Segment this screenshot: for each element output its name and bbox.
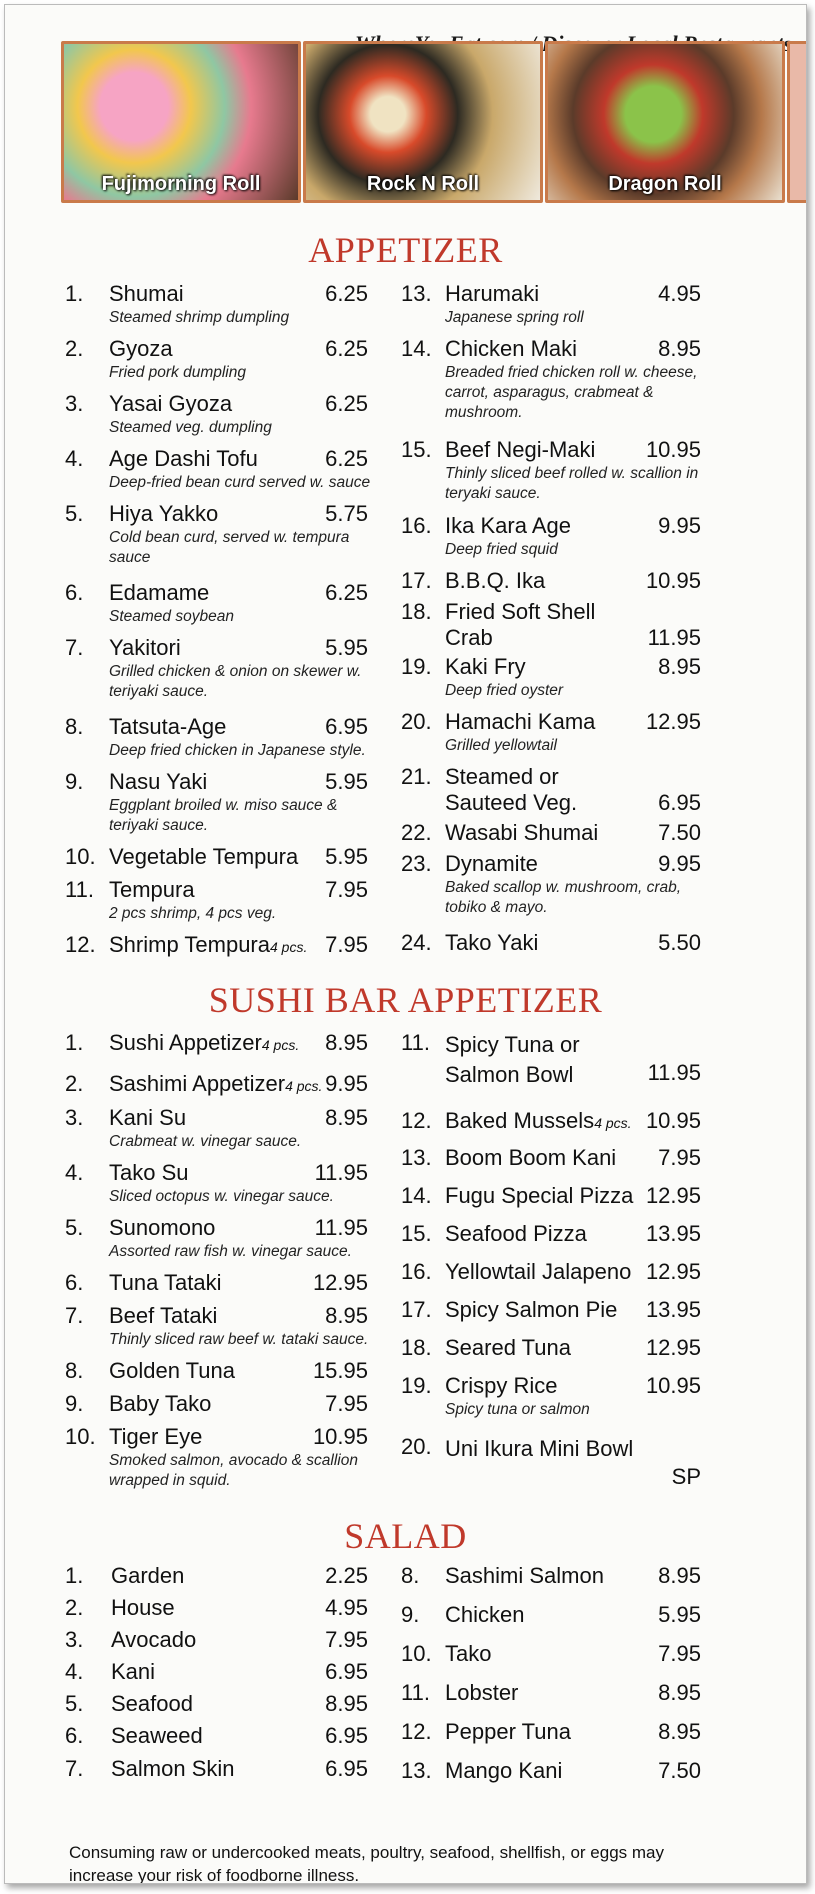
- item-price: 11.95: [647, 625, 701, 650]
- item-number: 6.: [65, 1270, 84, 1295]
- item-number: 14.: [401, 1183, 432, 1208]
- item-name: [445, 1145, 616, 1171]
- item-name: [109, 1071, 322, 1097]
- item-name: [109, 635, 181, 661]
- item-name: [109, 932, 307, 958]
- item-name-text: Ika Kara Age: [445, 513, 571, 538]
- item-name: [445, 1719, 571, 1745]
- item-name-text: Chicken Maki: [445, 336, 578, 361]
- item-name: [111, 1595, 175, 1621]
- food-safety-notice: Consuming raw or undercooked meats, poultry, seafood, shellfish, or eggs may increase your risk of foodborne illness.: [69, 1843, 664, 1884]
- item-description: Deep fried squid: [445, 541, 558, 558]
- item-name-text: Vegetable Tempura: [109, 844, 299, 869]
- item-name: [109, 336, 173, 362]
- item-name-text: Shumai: [109, 281, 184, 306]
- item-name-text: Wasabi Shumai: [445, 820, 599, 845]
- item-name-text: Mango Kani: [445, 1758, 563, 1783]
- item-price: 6.95: [325, 1723, 368, 1748]
- item-price: 9.95: [325, 1071, 368, 1096]
- item-number: 1.: [65, 1030, 84, 1055]
- item-name: [109, 501, 218, 527]
- item-name: [445, 1602, 524, 1628]
- item-description: Deep-fried bean curd served w. sauce: [109, 474, 371, 491]
- item-description: Assorted raw fish w. vinegar sauce.: [109, 1243, 352, 1260]
- item-number: 8.: [65, 1358, 84, 1383]
- item-number: 15.: [401, 1221, 432, 1246]
- item-price: 6.25: [325, 281, 368, 306]
- item-number: 13.: [401, 281, 432, 306]
- item-name: [109, 1270, 222, 1296]
- item-name: [109, 391, 232, 417]
- photo-label: Rock N Roll: [366, 173, 480, 195]
- item-description: 2 pcs shrimp, 4 pcs veg.: [109, 905, 277, 922]
- item-price: 4.95: [325, 1595, 368, 1620]
- item-number: 10.: [65, 844, 96, 869]
- item-name-text: Shrimp Tempura: [109, 932, 270, 957]
- section-title-salad: SALAD: [344, 1516, 467, 1556]
- item-price: SP: [671, 1464, 701, 1489]
- item-description: Thinly sliced raw beef w. tataki sauce.: [109, 1331, 369, 1348]
- section-title-sushi-bar: SUSHI BAR APPETIZER: [208, 980, 603, 1020]
- item-description: Crabmeat w. vinegar sauce.: [109, 1133, 302, 1150]
- item-number: 17.: [401, 1297, 432, 1322]
- item-name: [109, 769, 207, 795]
- item-name-text: Kaki Fry: [445, 654, 526, 679]
- item-name-text: Seared Tuna: [445, 1335, 571, 1360]
- item-price: 11.95: [314, 1215, 368, 1240]
- item-price: 7.95: [325, 932, 368, 957]
- item-name: [445, 1221, 587, 1247]
- item-name: [445, 437, 595, 463]
- item-description: Sliced octopus w. vinegar sauce.: [109, 1188, 334, 1205]
- item-name: [109, 1160, 189, 1186]
- item-number: 2.: [65, 1595, 84, 1620]
- item-number: 21.: [401, 764, 432, 789]
- item-name-text: Baby Tako: [109, 1391, 212, 1416]
- item-price: 5.95: [325, 635, 368, 660]
- item-price: 6.95: [325, 714, 368, 739]
- item-name: [445, 820, 598, 846]
- item-number: 15.: [401, 437, 432, 462]
- item-number: 12.: [401, 1108, 432, 1133]
- item-number: 8.: [65, 714, 84, 739]
- item-number: 16.: [401, 513, 432, 538]
- item-name-text: Age Dashi Tofu: [109, 446, 258, 471]
- item-number: 11.: [65, 877, 94, 902]
- item-number: 18.: [401, 599, 432, 624]
- item-name: [109, 1303, 217, 1329]
- item-description: Steamed soybean: [109, 608, 234, 625]
- item-price: 7.95: [658, 1641, 701, 1666]
- photo-dragon-roll: [545, 41, 785, 203]
- item-name: [109, 1424, 202, 1450]
- item-name: [109, 714, 226, 740]
- item-price: 13.95: [645, 1221, 701, 1246]
- item-description: Cold bean curd, served w. tempura sauce: [109, 529, 350, 566]
- item-name-text: Sashimi Appetizer: [109, 1071, 286, 1096]
- item-number: 2.: [65, 336, 84, 361]
- item-number: 12.: [65, 932, 96, 957]
- item-number: 3.: [65, 1627, 84, 1652]
- item-name: [109, 1391, 211, 1417]
- item-name-text: Kani: [111, 1659, 156, 1684]
- item-price: 6.95: [325, 1756, 368, 1781]
- item-number: 13.: [401, 1145, 432, 1170]
- item-name-text: Spicy Salmon Pie: [445, 1297, 618, 1322]
- item-name: [109, 1215, 215, 1241]
- item-number: 8.: [401, 1563, 420, 1588]
- item-name-text: Harumaki: [445, 281, 540, 306]
- item-name: [109, 844, 298, 870]
- item-price: 8.95: [325, 1105, 368, 1130]
- item-name-text: Baked Mussels: [445, 1108, 595, 1133]
- item-name-text: Tako: [445, 1641, 492, 1666]
- item-description: Deep fried oyster: [445, 682, 564, 699]
- item-price: 10.95: [312, 1424, 368, 1449]
- item-name: [109, 1105, 186, 1131]
- item-price: 12.95: [645, 709, 701, 734]
- item-name-text: Gyoza: [109, 336, 173, 361]
- photo-rock-n-roll: [303, 41, 543, 203]
- item-number: 19.: [401, 654, 432, 679]
- item-name-text: Yasai Gyoza: [109, 391, 233, 416]
- item-number: 13.: [401, 1758, 432, 1783]
- item-number: 4.: [65, 1659, 84, 1684]
- item-description: Grilled chicken & onion on skewer w. teriyaki sauce.: [109, 663, 362, 700]
- item-price: 6.95: [658, 790, 701, 815]
- item-name-text: Crispy Rice: [445, 1373, 558, 1398]
- item-price: 10.95: [645, 1373, 701, 1398]
- item-number: 19.: [401, 1373, 432, 1398]
- item-name-text: Boom Boom Kani: [445, 1145, 617, 1170]
- item-name: [445, 568, 545, 594]
- item-price: 12.95: [645, 1183, 701, 1208]
- item-price: 7.95: [658, 1145, 701, 1170]
- item-name: Spicy Tuna or Salmon Bowl: [445, 1032, 580, 1087]
- item-number: 7.: [65, 1756, 84, 1781]
- section-title-appetizer: APPETIZER: [308, 230, 503, 270]
- item-price: 9.95: [658, 851, 701, 876]
- item-description: Steamed shrimp dumpling: [109, 309, 290, 326]
- item-number: 10.: [65, 1424, 96, 1449]
- item-price: 5.95: [658, 1602, 701, 1627]
- item-name: [445, 1373, 557, 1399]
- item-price: 13.95: [645, 1297, 701, 1322]
- item-name: [445, 1297, 617, 1323]
- item-price: 8.95: [658, 654, 701, 679]
- item-name: [445, 851, 538, 877]
- item-number: 6.: [65, 1723, 84, 1748]
- item-price: 12.95: [645, 1259, 701, 1284]
- item-price: 8.95: [325, 1030, 368, 1055]
- item-price: 7.95: [325, 1627, 368, 1652]
- item-number: 12.: [401, 1719, 432, 1744]
- item-name: [111, 1563, 184, 1589]
- item-name-text: Seafood Pizza: [445, 1221, 587, 1246]
- item-name-text: Seafood: [111, 1691, 193, 1716]
- item-name-text: Beef Tataki: [109, 1303, 218, 1328]
- item-name: [109, 877, 195, 903]
- item-number: 2.: [65, 1071, 84, 1096]
- item-number: 20.: [401, 709, 432, 734]
- item-number: 6.: [65, 580, 84, 605]
- photo-label: Fujimorning Roll: [101, 173, 261, 195]
- item-name: Steamed or Sauteed Veg.: [445, 764, 578, 815]
- item-price: 8.95: [658, 1680, 701, 1705]
- item-name-text: Chicken: [445, 1602, 525, 1627]
- item-price: 12.95: [645, 1335, 701, 1360]
- item-name-text: Tuna Tataki: [109, 1270, 222, 1295]
- item-name-text: Pepper Tuna: [445, 1719, 571, 1744]
- item-number: 24.: [401, 930, 432, 955]
- item-name-text: Tako Su: [109, 1160, 189, 1185]
- item-price: 6.25: [325, 391, 368, 416]
- item-name-text: Beef Negi-Maki: [445, 437, 596, 462]
- item-name-text: B.B.Q. Ika: [445, 568, 546, 593]
- item-number: 4.: [65, 446, 84, 471]
- menu-page: [4, 4, 807, 1884]
- item-name-text: Sunomono: [109, 1215, 216, 1240]
- item-name-text: Garden: [111, 1563, 185, 1588]
- item-pieces: 4 pcs.: [270, 939, 308, 955]
- item-price: 8.95: [325, 1303, 368, 1328]
- item-number: 7.: [65, 1303, 84, 1328]
- item-price: 10.95: [645, 437, 701, 462]
- item-name: [445, 709, 595, 735]
- item-price: 15.95: [312, 1358, 368, 1383]
- item-price: 11.95: [314, 1160, 368, 1185]
- item-name-text: Hamachi Kama: [445, 709, 596, 734]
- item-name: [109, 1030, 299, 1056]
- item-price: 5.50: [658, 930, 701, 955]
- item-name: [445, 1641, 491, 1667]
- item-name: [109, 281, 184, 307]
- item-price: 7.95: [325, 877, 368, 902]
- item-name: [445, 1758, 562, 1784]
- item-description: Fried pork dumpling: [109, 364, 246, 381]
- item-price: 8.95: [658, 336, 701, 361]
- item-price: 6.25: [325, 446, 368, 471]
- item-name: [445, 1563, 604, 1589]
- item-name-text: Kani Su: [109, 1105, 187, 1130]
- item-number: 17.: [401, 568, 432, 593]
- item-number: 5.: [65, 1691, 84, 1716]
- item-price: 6.95: [325, 1659, 368, 1684]
- item-price: 6.25: [325, 336, 368, 361]
- item-price: 6.25: [325, 580, 368, 605]
- item-description: Baked scallop w. mushroom, crab, tobiko & mayo.: [445, 879, 682, 916]
- item-name-text: Sashimi Salmon: [445, 1563, 604, 1588]
- item-number: 11.: [401, 1030, 430, 1055]
- item-name: [445, 1259, 631, 1285]
- item-name-text: Yellowtail Jalapeno: [445, 1259, 632, 1284]
- item-price: 5.95: [325, 769, 368, 794]
- item-number: 11.: [401, 1680, 430, 1705]
- item-number: 7.: [65, 635, 84, 660]
- item-number: 1.: [65, 1563, 84, 1588]
- item-name: [109, 580, 209, 606]
- item-name-text: Edamame: [109, 580, 210, 605]
- item-price: 8.95: [658, 1719, 701, 1744]
- item-number: 22.: [401, 820, 432, 845]
- item-number: 23.: [401, 851, 432, 876]
- item-name: [111, 1659, 155, 1685]
- item-description: Deep fried chicken in Japanese style.: [109, 742, 366, 759]
- item-name-text: Nasu Yaki: [109, 769, 208, 794]
- item-name: [445, 930, 538, 956]
- item-price: 10.95: [645, 568, 701, 593]
- item-name: [445, 654, 526, 680]
- item-number: 5.: [65, 1215, 84, 1240]
- item-name: [109, 446, 258, 472]
- item-name-text: House: [111, 1595, 175, 1620]
- item-name: [111, 1756, 235, 1782]
- item-name-text: Golden Tuna: [109, 1358, 235, 1383]
- item-description: Breaded fried chicken roll w. cheese, carrot, asparagus, crabmeat & mushroom.: [445, 364, 698, 421]
- item-price: 4.95: [658, 281, 701, 306]
- item-description: Eggplant broiled w. miso sauce & teriyaki sauce.: [109, 797, 338, 834]
- item-name-text: Seaweed: [111, 1723, 203, 1748]
- item-number: 3.: [65, 391, 84, 416]
- item-name-text: Fugu Special Pizza: [445, 1183, 634, 1208]
- item-number: 9.: [65, 769, 84, 794]
- item-name: [445, 513, 571, 539]
- item-description: Grilled yellowtail: [445, 737, 557, 754]
- item-name: Uni Ikura Mini Bowl: [445, 1436, 634, 1461]
- photo-strip: [61, 41, 807, 199]
- item-description: Japanese spring roll: [445, 309, 584, 326]
- item-name-text: Avocado: [111, 1627, 197, 1652]
- item-price: 8.95: [325, 1691, 368, 1716]
- item-name: [111, 1691, 193, 1717]
- item-name-text: Lobster: [445, 1680, 519, 1705]
- item-description: Spicy tuna or salmon: [445, 1401, 590, 1418]
- photo-label: Dragon Roll: [608, 173, 722, 195]
- item-name-text: Dynamite: [445, 851, 538, 876]
- item-number: 18.: [401, 1335, 432, 1360]
- item-name-text: Yakitori: [109, 635, 181, 660]
- item-price: 7.95: [325, 1391, 368, 1416]
- item-price: 5.75: [325, 501, 368, 526]
- item-number: 3.: [65, 1105, 84, 1130]
- item-name: [111, 1723, 203, 1749]
- item-number: 14.: [401, 336, 432, 361]
- item-price: 9.95: [658, 513, 701, 538]
- item-name: [445, 1108, 632, 1134]
- item-price: 11.95: [647, 1060, 701, 1085]
- item-price: 5.95: [325, 844, 368, 869]
- item-description: Thinly sliced beef rolled w. scallion in teryaki sauce.: [445, 465, 699, 502]
- item-description: Steamed veg. dumpling: [109, 419, 272, 436]
- item-name-text: Tatsuta-Age: [109, 714, 227, 739]
- item-number: 5.: [65, 501, 84, 526]
- item-name-text: Hiya Yakko: [109, 501, 219, 526]
- item-name-text: Tempura: [109, 877, 195, 902]
- item-name: Fried Soft Shell Crab: [445, 599, 596, 650]
- item-price: 7.50: [658, 820, 701, 845]
- item-number: 10.: [401, 1641, 432, 1666]
- item-price: 12.95: [312, 1270, 368, 1295]
- item-price: 7.50: [658, 1758, 701, 1783]
- photo-fujimorning-roll: [61, 41, 301, 203]
- item-number: 9.: [401, 1602, 420, 1627]
- item-pieces: 4 pcs.: [261, 1037, 300, 1053]
- item-name: [109, 1358, 235, 1384]
- item-name-text: Tiger Eye: [109, 1424, 203, 1449]
- item-number: 1.: [65, 281, 84, 306]
- item-name: [445, 281, 539, 307]
- item-number: 9.: [65, 1391, 84, 1416]
- item-name: [111, 1627, 196, 1653]
- item-name-text: Tako Yaki: [445, 930, 539, 955]
- item-name: [445, 1680, 518, 1706]
- item-price: 8.95: [658, 1563, 701, 1588]
- item-price: 2.25: [325, 1563, 368, 1588]
- item-name-text: Salmon Skin: [111, 1756, 235, 1781]
- item-number: 20.: [401, 1434, 432, 1459]
- item-pieces: 4 pcs.: [285, 1078, 323, 1094]
- item-name: [445, 336, 577, 362]
- item-description: Smoked salmon, avocado & scallion wrapped in squid.: [109, 1452, 358, 1489]
- photo-partial: [787, 41, 807, 203]
- item-price: 10.95: [645, 1108, 701, 1133]
- item-name: [445, 1183, 633, 1209]
- item-number: 16.: [401, 1259, 432, 1284]
- item-number: 4.: [65, 1160, 84, 1185]
- item-name: [445, 1335, 571, 1361]
- item-pieces: 4 pcs.: [594, 1115, 632, 1131]
- item-name-text: Sushi Appetizer: [109, 1030, 262, 1055]
